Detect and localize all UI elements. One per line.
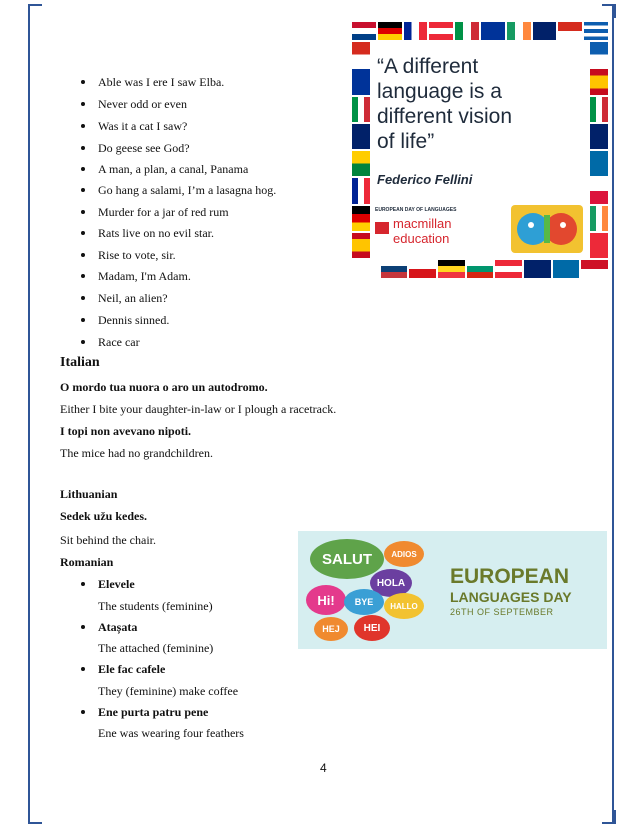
list-item: Was it a cat I saw? bbox=[98, 119, 188, 133]
bullet-icon bbox=[81, 318, 85, 322]
flag-strip-top bbox=[351, 21, 609, 41]
page-border-left bbox=[28, 4, 30, 822]
list-item: Dennis sinned. bbox=[98, 313, 170, 327]
bullet-icon bbox=[81, 625, 85, 629]
bullet-icon bbox=[81, 274, 85, 278]
bullet-icon bbox=[81, 167, 85, 171]
brand-name-line2: education bbox=[393, 231, 450, 246]
lithuanian-heading: Lithuanian bbox=[60, 487, 118, 501]
border-corner-bottom-left bbox=[28, 810, 42, 824]
speech-bubble: HALLO bbox=[384, 593, 424, 619]
fellini-quote-poster bbox=[351, 21, 609, 279]
bullet-icon bbox=[81, 296, 85, 300]
banner-date: 26TH OF SEPTEMBER bbox=[450, 607, 554, 617]
bullet-icon bbox=[81, 80, 85, 84]
bullet-icon bbox=[81, 582, 85, 586]
macmillan-logo-icon bbox=[375, 222, 389, 234]
quote-author: Federico Fellini bbox=[377, 172, 473, 187]
speech-bubble: HOLA bbox=[370, 569, 412, 597]
bullet-icon bbox=[81, 146, 85, 150]
bullet-icon bbox=[81, 667, 85, 671]
speech-bubble: BYE bbox=[344, 589, 384, 615]
romanian-heading: Romanian bbox=[60, 555, 114, 569]
flag-strip-right bbox=[589, 41, 609, 259]
bullet-icon bbox=[81, 102, 85, 106]
speech-bubble: HEJ bbox=[314, 617, 348, 641]
speech-bubble: Hi! bbox=[306, 585, 346, 615]
bullet-icon bbox=[81, 210, 85, 214]
list-item: Neil, an alien? bbox=[98, 291, 168, 305]
speech-bubble: ADIOS bbox=[384, 541, 424, 567]
romanian-translation: Ene was wearing four feathers bbox=[98, 726, 244, 740]
list-item: Able was I ere I saw Elba. bbox=[98, 75, 225, 89]
speech-bubble: SALUT bbox=[310, 539, 384, 579]
quote-line: of life” bbox=[377, 130, 435, 153]
european-languages-day-banner bbox=[298, 531, 607, 649]
list-item: Never odd or even bbox=[98, 97, 187, 111]
page-border-right bbox=[612, 4, 614, 822]
list-item: Go hang a salami, I’m a lasagna hog. bbox=[98, 183, 277, 197]
flag-strip-bottom bbox=[351, 259, 609, 279]
list-item: Rise to vote, sir. bbox=[98, 248, 176, 262]
romanian-translation: They (feminine) make coffee bbox=[98, 684, 239, 698]
banner-title-line1: EUROPEAN bbox=[450, 565, 570, 588]
bullet-icon bbox=[81, 340, 85, 344]
list-item: Rats live on no evil star. bbox=[98, 226, 214, 240]
list-item: Murder for a jar of red rum bbox=[98, 205, 229, 219]
bullet-icon bbox=[81, 231, 85, 235]
romanian-translation: The students (feminine) bbox=[98, 599, 213, 613]
romanian-phrase: Elevele bbox=[98, 577, 135, 591]
page-number: 4 bbox=[320, 761, 327, 775]
italian-heading: Italian bbox=[60, 355, 100, 370]
list-item: Do geese see God? bbox=[98, 141, 190, 155]
lithuanian-palindrome: Sedek užu kedes. bbox=[60, 509, 148, 523]
italian-translation-1: Either I bite your daughter-in-law or I plough a racetrack. bbox=[60, 402, 337, 416]
quote-line: language is a bbox=[377, 80, 502, 103]
banner-title-line2: LANGUAGES DAY bbox=[450, 589, 572, 605]
list-item: Race car bbox=[98, 335, 140, 349]
list-item: A man, a plan, a canal, Panama bbox=[98, 162, 249, 176]
speech-bubble: HEI bbox=[354, 615, 390, 641]
faces-illustration-icon bbox=[511, 205, 583, 253]
border-corner-bottom-right bbox=[602, 810, 616, 824]
romanian-phrase: Atașata bbox=[98, 620, 138, 634]
brand-name-line1: macmillan bbox=[393, 216, 452, 231]
italian-palindrome-2: I topi non avevano nipoti. bbox=[60, 424, 192, 438]
romanian-translation: The attached (feminine) bbox=[98, 641, 214, 655]
flag-strip-left bbox=[351, 41, 371, 259]
italian-translation-2: The mice had no grandchildren. bbox=[60, 446, 213, 460]
quote-line: different vision bbox=[377, 105, 513, 128]
border-corner-top-left bbox=[28, 4, 42, 18]
bullet-icon bbox=[81, 188, 85, 192]
event-name: EUROPEAN DAY OF LANGUAGES bbox=[375, 207, 457, 213]
lithuanian-translation: Sit behind the chair. bbox=[60, 533, 156, 547]
border-corner-top-right bbox=[602, 4, 616, 18]
bullet-icon bbox=[81, 710, 85, 714]
romanian-phrase: Ele fac cafele bbox=[98, 662, 166, 676]
list-item: Madam, I'm Adam. bbox=[98, 269, 191, 283]
bullet-icon bbox=[81, 124, 85, 128]
italian-palindrome-1: O mordo tua nuora o aro un autodromo. bbox=[60, 380, 268, 394]
romanian-phrase: Ene purta patru pene bbox=[98, 705, 209, 719]
bullet-icon bbox=[81, 253, 85, 257]
quote-line: “A different bbox=[377, 55, 479, 78]
